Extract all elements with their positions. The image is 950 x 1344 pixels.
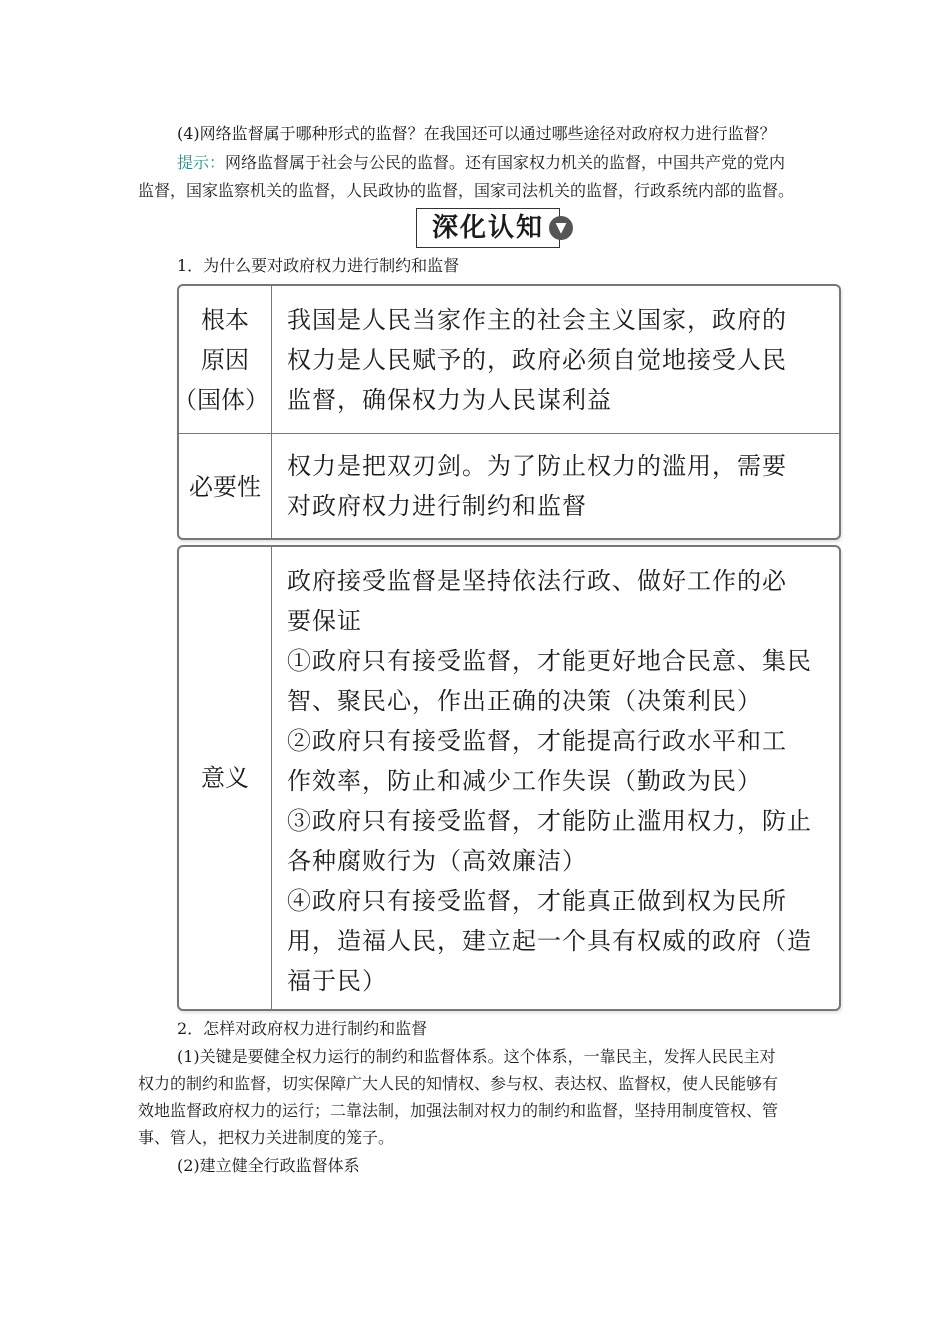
content-line: 权力是人民赋予的，政府必须自觉地接受人民 — [287, 346, 787, 374]
content-line: 权力是把双刃剑。为了防止权力的滥用，需要 — [287, 452, 787, 480]
label-line: 必要性 — [189, 472, 261, 501]
triangle-down-icon: ▼ — [549, 216, 573, 240]
content-line: 福于民） — [287, 967, 387, 995]
hint-line-1 — [177, 152, 785, 174]
label-line: 原因 — [201, 345, 249, 374]
label-line: 根本 — [201, 305, 249, 334]
section-heading: 深化认知 — [416, 208, 560, 248]
question-4: (4)网络监督属于哪种形式的监督？在我国还可以通过哪些途径对政府权力进行监督？ — [177, 124, 776, 143]
question-2-title: 2．怎样对政府权力进行制约和监督 — [177, 1019, 428, 1038]
paragraph-2: (2)建立健全行政监督体系 — [177, 1156, 360, 1175]
significance-table — [177, 545, 841, 1011]
content-line: 我国是人民当家作主的社会主义国家，政府的 — [287, 306, 787, 334]
hint-text-1: 网络监督属于社会与公民的监督。还有国家权力机关的监督，中国共产党的党内 — [225, 153, 786, 172]
row-content-root-cause — [287, 300, 827, 420]
row-content-necessity — [287, 446, 827, 526]
row-label-root-cause — [173, 286, 272, 433]
content-line: 智、聚民心，作出正确的决策（决策利民） — [287, 687, 762, 715]
row-label-significance: 意义 — [179, 547, 272, 1009]
content-line: ③政府只有接受监督，才能防止滥用权力，防止 — [287, 807, 812, 835]
content-line: 对政府权力进行制约和监督 — [287, 492, 587, 520]
table-row-root-cause — [173, 286, 839, 433]
content-line: 各种腐败行为（高效廉洁） — [287, 847, 587, 875]
paragraph-1-line-2: 权力的制约和监督，切实保障广大人民的知情权、参与权、表达权、监督权，使人民能够有 — [138, 1074, 779, 1093]
hint-label: 提示： — [177, 153, 226, 172]
content-line: ①政府只有接受监督，才能更好地合民意、集民 — [287, 647, 812, 675]
content-line: 作效率，防止和减少工作失误（勤政为民） — [287, 767, 762, 795]
table-row-necessity — [179, 433, 839, 539]
label-line: （国体） — [173, 385, 269, 414]
table-row-significance — [179, 547, 839, 1009]
content-line: 政府接受监督是坚持依法行政、做好工作的必 — [287, 567, 787, 595]
content-line: 要保证 — [287, 607, 362, 635]
row-content-significance — [287, 561, 827, 1001]
paragraph-1-line-4: 事、管人，把权力关进制度的笼子。 — [138, 1128, 395, 1147]
content-line: ②政府只有接受监督，才能提高行政水平和工 — [287, 727, 787, 755]
paragraph-1-line-3: 效地监督政府权力的运行；二靠法制，加强法制对权力的制约和监督，坚持用制度管权、管 — [138, 1101, 779, 1120]
reasons-table — [173, 284, 841, 540]
content-line: 用，造福人民，建立起一个具有权威的政府（造 — [287, 927, 812, 955]
row-label-necessity — [179, 434, 272, 539]
content-line: 监督，确保权力为人民谋利益 — [287, 386, 612, 414]
question-1-title: 1．为什么要对政府权力进行制约和监督 — [177, 256, 460, 275]
hint-line-2: 监督，国家监察机关的监督，人民政协的监督，国家司法机关的监督，行政系统内部的监督。 — [138, 181, 795, 200]
paragraph-1-line-1: (1)关键是要健全权力运行的制约和监督体系。这个体系，一靠民主，发挥人民民主对 — [177, 1047, 776, 1066]
content-line: ④政府只有接受监督，才能真正做到权为民所 — [287, 887, 787, 915]
